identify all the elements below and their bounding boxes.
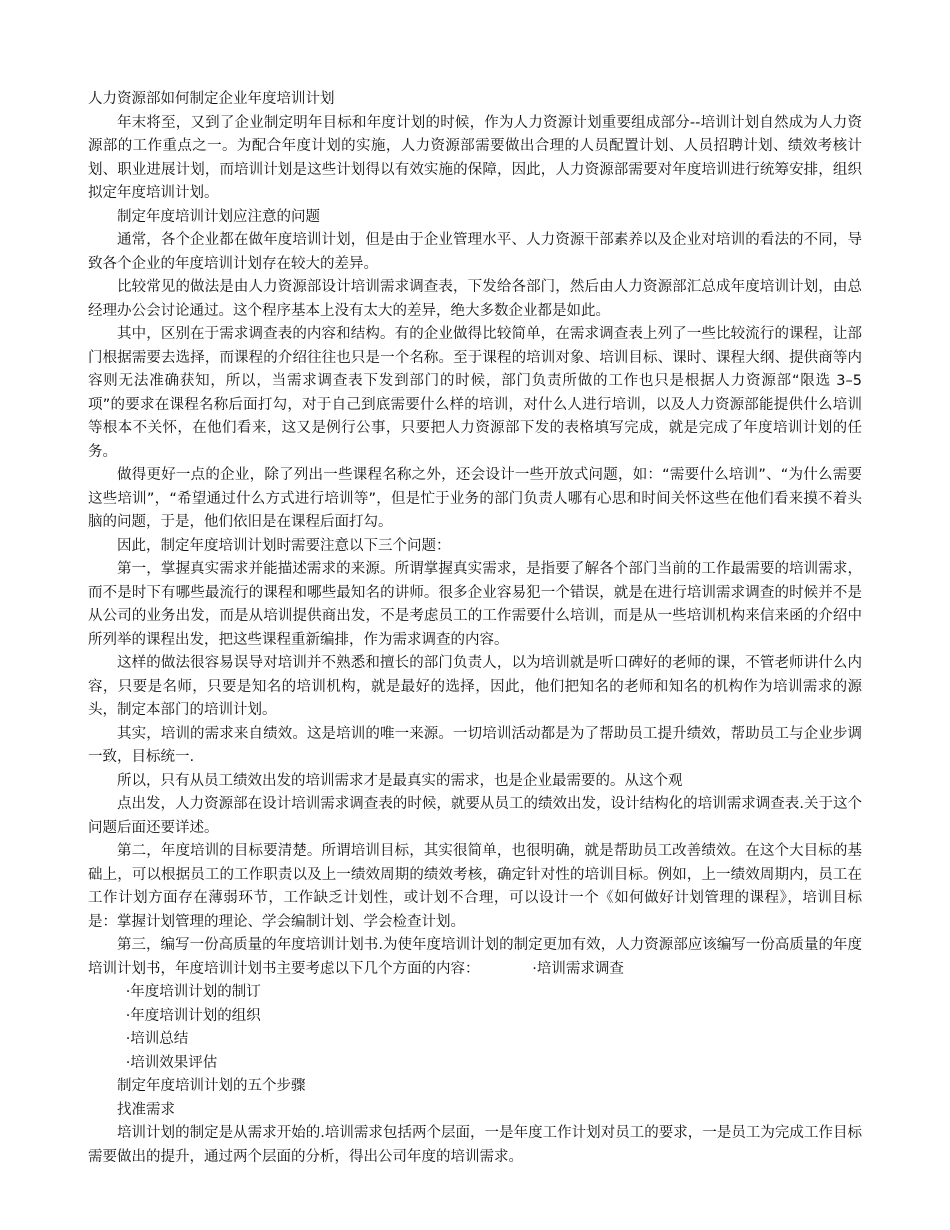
- paragraph: 点出发，人力资源部在设计培训需求调查表的时候，就要从员工的绩效出发，设计结构化的培训需求调查表.关于这个问题后面还要详述。: [88, 796, 862, 836]
- paragraph: 其中，区别在于需求调查表的内容和结构。有的企业做得比较简单，在需求调查表上列了一些比较流行的课程，让部门根据需要去选择，而课程的介绍往往也只是一个名称。至于课程的培训对象、培训目标、课时、课程大纲、提供商等内容则无法准确获知，所以，当需求调查表下发到部门的时候，部门负责所做的工作也只是根据人力资源部“限选 3–5 项”的要求在课程名称后面打勾，对于自己到底需要什么样的培训，对什么人进行培训，以及人力资源部能提供什么培训等根本不关怀，在他们看来，这又是例行公事，只要把人力资源部下发的表格填写完成，就是完成了年度培训计划的任务。: [88, 326, 862, 460]
- document-page: [88, 88, 862, 1169]
- paragraph: 因此，制定年度培训计划时需要注意以下三个问题：: [117, 537, 451, 554]
- paragraph: 第二，年度培训的目标要清楚。所谓培训目标，其实很简单，也很明确，就是帮助员工改善绩效。在这个大目标的基础上，可以根据员工的工作职责以及上一绩效周期的绩效考核，确定针对性的培训目标。例如，上一绩效周期内，员工在工作计划方面存在薄弱环节，工作缺乏计划性，或计划不合理，可以设计一个《如何做好计划管理的课程》，培训目标是：掌握计划管理的理论、学会编制计划、学会检查计划。: [88, 843, 862, 930]
- paragraph: 通常，各个企业都在做年度培训计划，但是由于企业管理水平、人力资源干部素养以及企业对培训的看法的不同，导致各个企业的年度培训计划存在较大的差异。: [88, 232, 862, 272]
- paragraph: 做得更好一点的企业，除了列出一些课程名称之外，还会设计一些开放式问题，如：“需要什么培训”、“为什么需要这些培训”，“希望通过什么方式进行培训等”，但是忙于业务的部门负责人哪有心思和时间关怀这些在他们看来摸不着头脑的问题，于是，他们依旧是在课程后面打勾。: [88, 467, 862, 530]
- bullet-item: ·年度培训计划的制订: [125, 984, 261, 1000]
- paragraph: 比较常见的做法是由人力资源部设计培训需求调查表，下发给各部门，然后由人力资源部汇总成年度培训计划，由总经理办公会讨论通过。这个程序基本上没有太大的差异，绝大多数企业都是如此。: [88, 279, 862, 319]
- paragraph-plan-contents: [88, 934, 862, 981]
- paragraph: 其实，培训的需求来自绩效。这是培训的唯一来源。一切培训活动都是为了帮助员工提升绩效，帮助员工与企业步调一致，目标统一.: [88, 725, 862, 765]
- intro-paragraph: 年末将至，又到了企业制定明年目标和年度计划的时候，作为人力资源计划重要组成部分--培训计划自然成为人力资源部的工作重点之一。为配合年度计划的实施，人力资源部需要做出合理的人员配置计划、人员招聘计划、绩效考核计划、职业进展计划，而培训计划是这些计划得以有效实施的保障，因此，人力资源部需要对年度培训进行统筹安排，组织拟定年度培训计划。: [88, 114, 862, 201]
- bullet-item: ·培训需求调查: [532, 960, 624, 977]
- paragraph: 这样的做法很容易误导对培训并不熟悉和擅长的部门负责人，以为培训就是听口碑好的老师的课，不管老师讲什么内容，只要是名师，只要是知名的培训机构，就是最好的选择，因此，他们把知名的老师和知名的机构作为培训需求的源头，制定本部门的培训计划。: [88, 655, 862, 718]
- paragraph-text: 第三，编写一份高质量的年度培训计划书.为使年度培训计划的制定更加有效，人力资源部应该编写一份高质量的年度培训计划书，年度培训计划书主要考虑以下几个方面的内容：: [88, 937, 862, 977]
- step-heading: 找准需求: [117, 1101, 175, 1118]
- bullet-item: ·年度培训计划的组织: [125, 1007, 261, 1024]
- paragraph: 培训计划的制定是从需求开始的.培训需求包括两个层面，一是年度工作计划对员工的要求，一是员工为完成工作目标需要做出的提升，通过两个层面的分析，得出公司年度的培训需求。: [88, 1125, 862, 1165]
- section-heading-issues: 制定年度培训计划应注意的问题: [117, 208, 320, 225]
- section-heading-steps: 制定年度培训计划的五个步骤: [117, 1078, 306, 1094]
- paragraph: 所以，只有从员工绩效出发的培训需求才是最真实的需求，也是企业最需要的。从这个观: [117, 772, 683, 789]
- bullet-item: ·培训效果评估: [125, 1054, 218, 1071]
- paragraph: 第一，掌握真实需求并能描述需求的来源。所谓掌握真实需求，是指要了解各个部门当前的工作最需要的培训需求，而不是时下有哪些最流行的课程和哪些最知名的讲师。很多企业容易犯一个错误，就是在进行培训需求调查的时候并不是从公司的业务出发，而是从培训提供商出发，不是考虑员工的工作需要什么培训，而是从一些培训机构来信来函的介绍中所列举的课程出发，把这些课程重新编排，作为需求调查的内容。: [88, 561, 862, 648]
- bullet-item: ·培训总结: [125, 1031, 189, 1047]
- document-title: 人力资源部如何制定企业年度培训计划: [88, 91, 335, 107]
